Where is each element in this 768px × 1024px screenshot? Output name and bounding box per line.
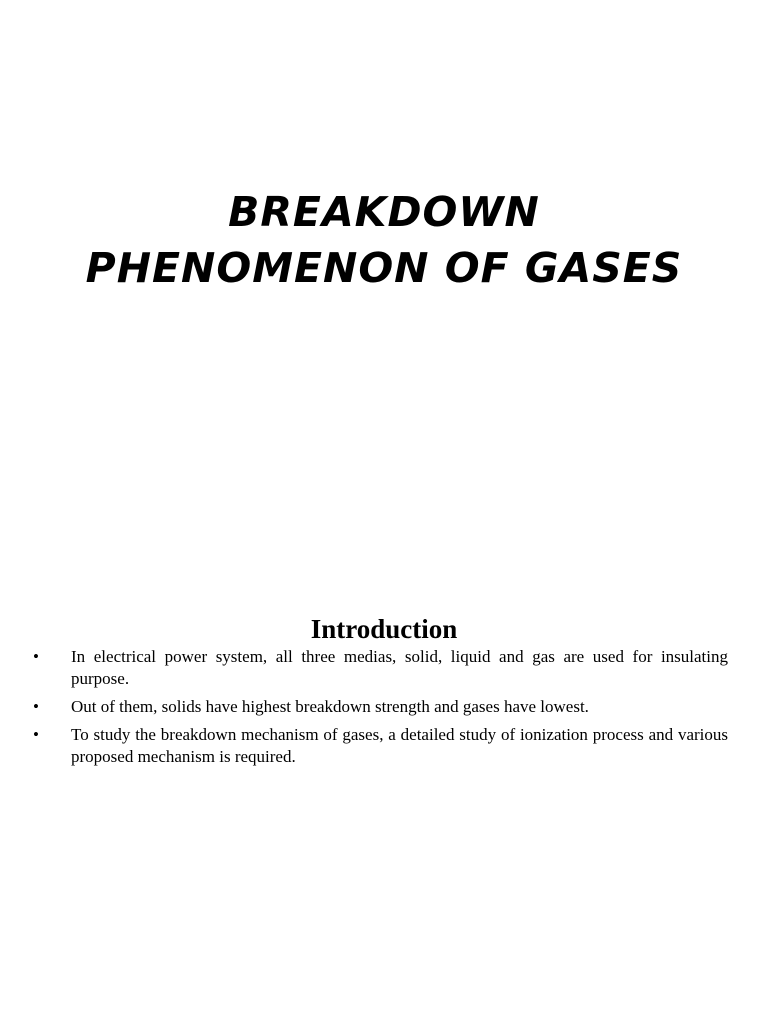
bullet-icon: • (33, 647, 39, 666)
intro-heading: Introduction (310, 614, 458, 644)
title-line-1: BREAKDOWN (228, 188, 540, 236)
intro-bullet-list (0, 646, 768, 774)
list-item (0, 646, 768, 690)
title-line-2: PHENOMENON OF GASES (85, 244, 683, 292)
list-item-text: In electrical power system, all three medias, solid, liquid and gas are used for insulating purpose. (71, 647, 728, 688)
page-title (0, 184, 768, 296)
list-item (0, 696, 768, 718)
list-item (0, 724, 768, 768)
bullet-icon: • (33, 697, 39, 716)
list-item-text: Out of them, solids have highest breakdown strength and gases have lowest. (71, 697, 589, 716)
list-item-text: To study the breakdown mechanism of gases, a detailed study of ionization process and various proposed mechanism is required. (71, 725, 728, 766)
bullet-icon: • (33, 725, 39, 744)
